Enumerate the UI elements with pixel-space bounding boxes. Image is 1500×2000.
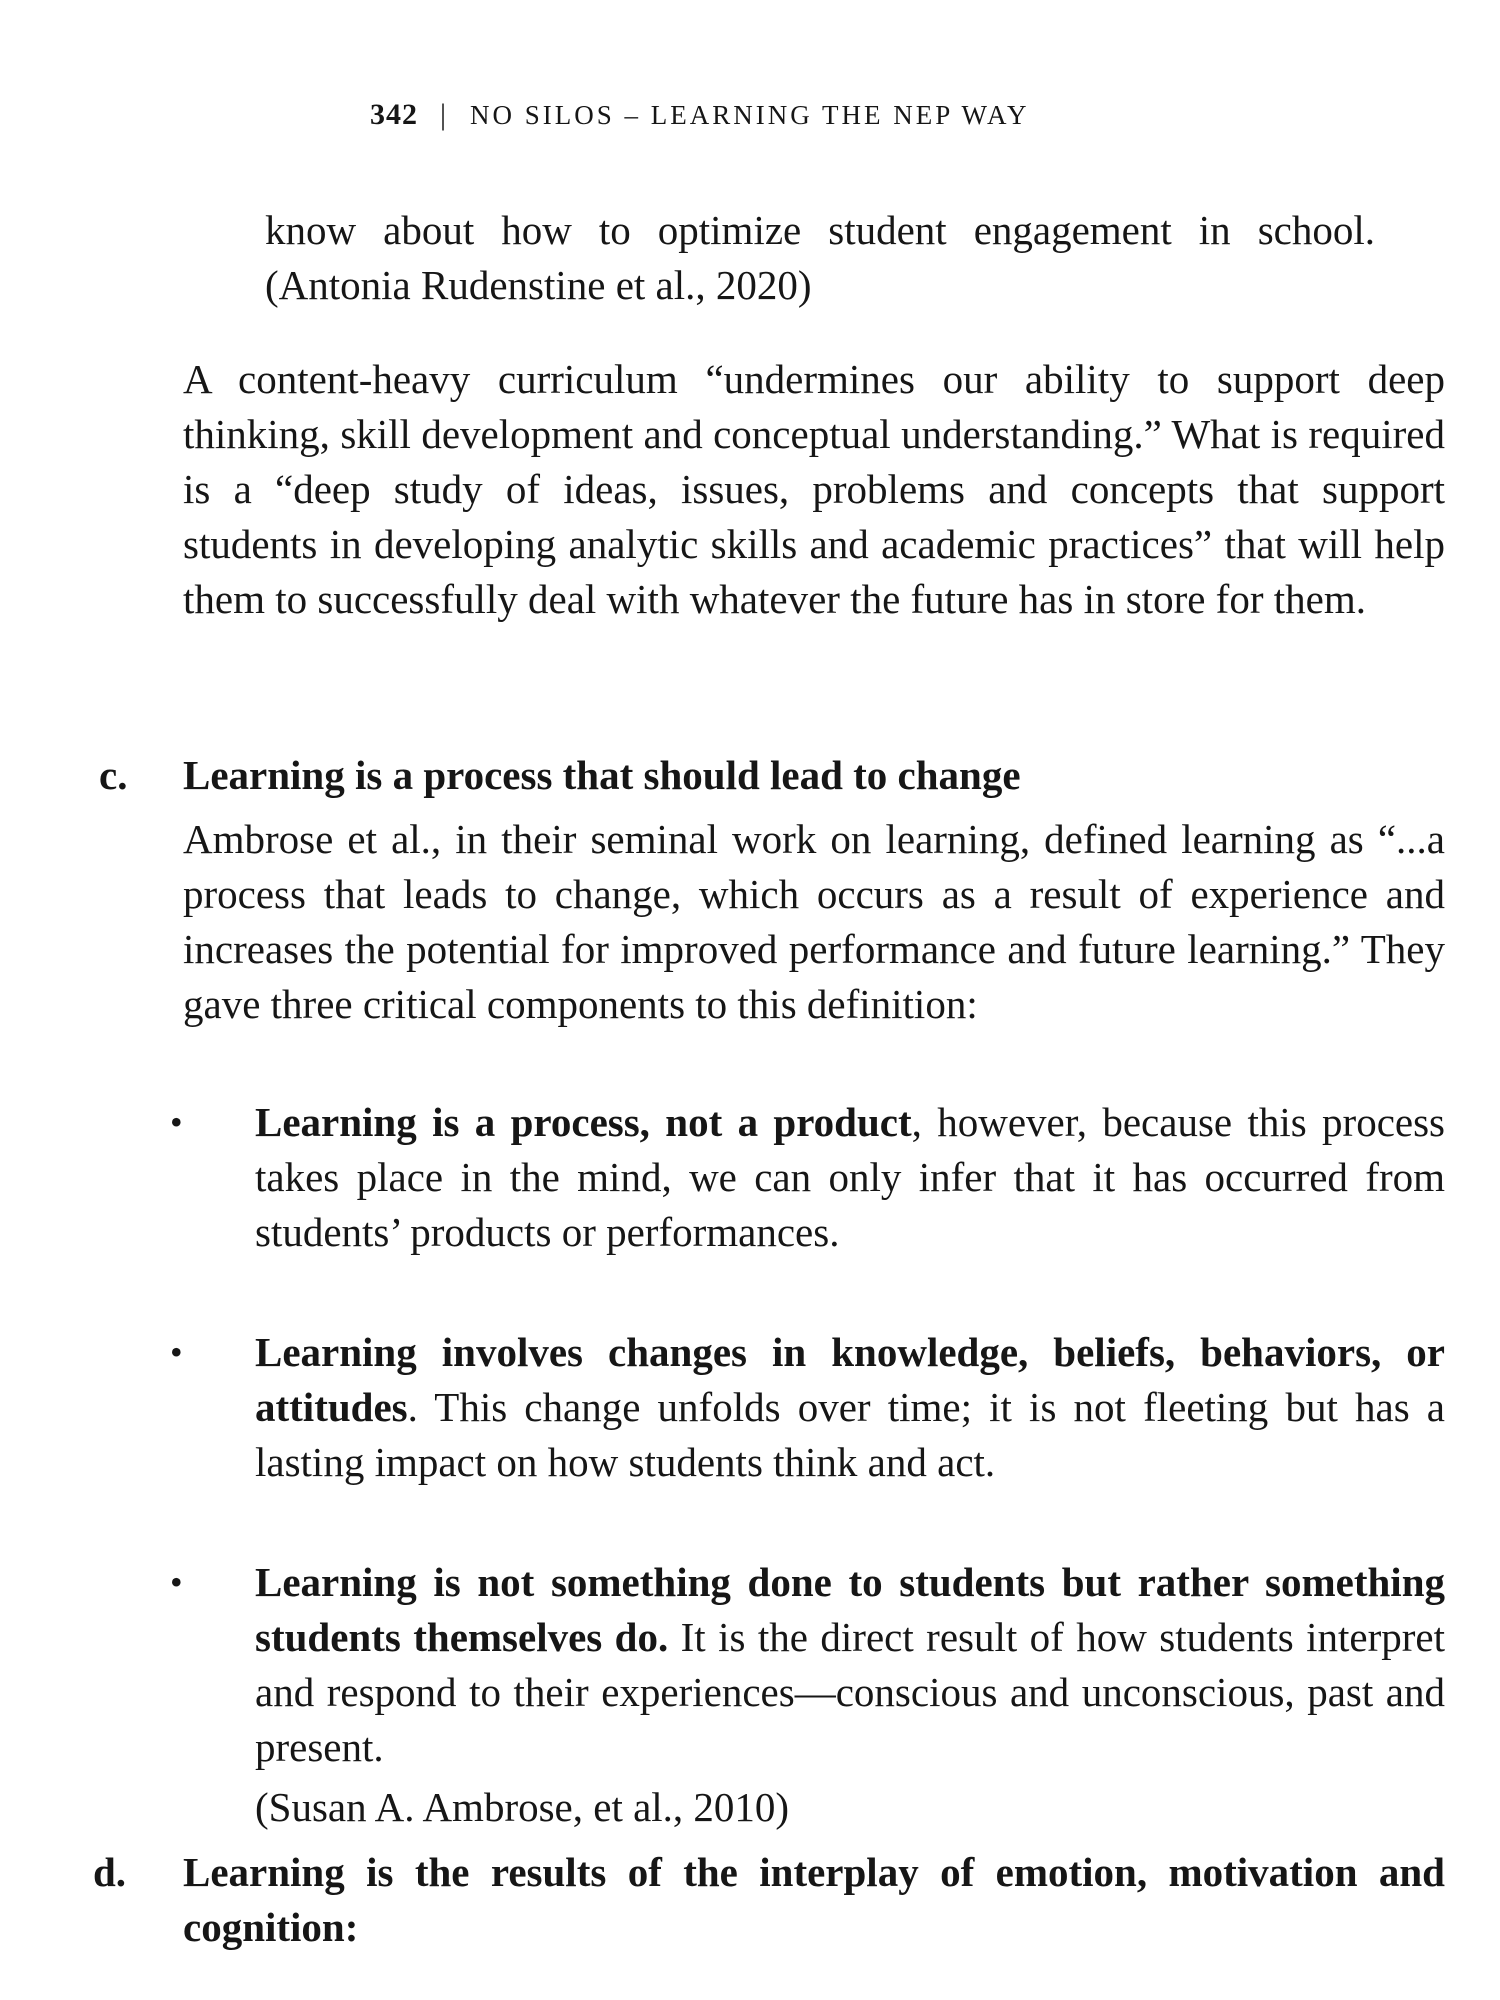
- bullet-text: . This change unfolds over time; it is not fleeting but has a lasting impact on how students think and act.: [255, 1384, 1445, 1485]
- section-d-title: Learning is the results of the interplay of emotion, motivation and cognition:: [183, 1849, 1445, 1950]
- running-head-separator: |: [440, 98, 449, 131]
- bullet-item: [170, 1325, 1445, 1490]
- section-d-marker: d.: [93, 1849, 127, 1895]
- section-c-heading: [99, 748, 1445, 803]
- bullet-symbol: •: [170, 1102, 183, 1142]
- bullet-text: It is the direct result of how students interpret and respond to their experiences—conscious and unconscious, past and present.: [255, 1614, 1445, 1770]
- section-d-heading: [93, 1845, 1445, 1955]
- section-c-marker: c.: [99, 752, 128, 798]
- bullet-item: [170, 1555, 1445, 1775]
- paragraph-content-heavy-curriculum: A content-heavy curriculum “undermines our ability to support deep thinking, skill development and conceptual understanding.” What is required is a “deep study of ideas, issues, problems and concepts that support students in developing analytic skills and academic practices” that will help them to successfully deal with whatever the future has in store for them.: [183, 356, 1445, 622]
- running-head: [370, 98, 1030, 132]
- page-number: 342: [370, 98, 418, 131]
- bullet-symbol: •: [170, 1332, 183, 1372]
- bullet-bold-lead: Learning involves changes in knowledge, beliefs, behaviors, or attitudes: [255, 1329, 1445, 1430]
- paragraph-ambrose-definition: Ambrose et al., in their seminal work on learning, defined learning as “...a process that leads to change, which occurs as a result of experience and increases the potential for improved performance and future learning.” They gave three critical components to this definition:: [183, 816, 1445, 1027]
- book-title: NO SILOS – LEARNING THE NEP WAY: [470, 100, 1030, 130]
- quote-continuation: know about how to optimize student engagement in school. (Antonia Rudenstine et al., 2020): [265, 207, 1375, 308]
- bullet-bold-lead: Learning is not something done to students but rather something students themselves do.: [255, 1559, 1445, 1660]
- citation-ambrose: (Susan A. Ambrose, et al., 2010): [255, 1784, 790, 1830]
- bullet-symbol: •: [170, 1562, 183, 1602]
- bullet-bold-lead: Learning is a process, not a product: [255, 1099, 912, 1145]
- bullet-item: [170, 1095, 1445, 1260]
- bullet-text: , however, because this process takes place in the mind, we can only infer that it has occurred from students’ products or performances.: [255, 1099, 1445, 1255]
- section-c-title: Learning is a process that should lead to change: [183, 752, 1021, 798]
